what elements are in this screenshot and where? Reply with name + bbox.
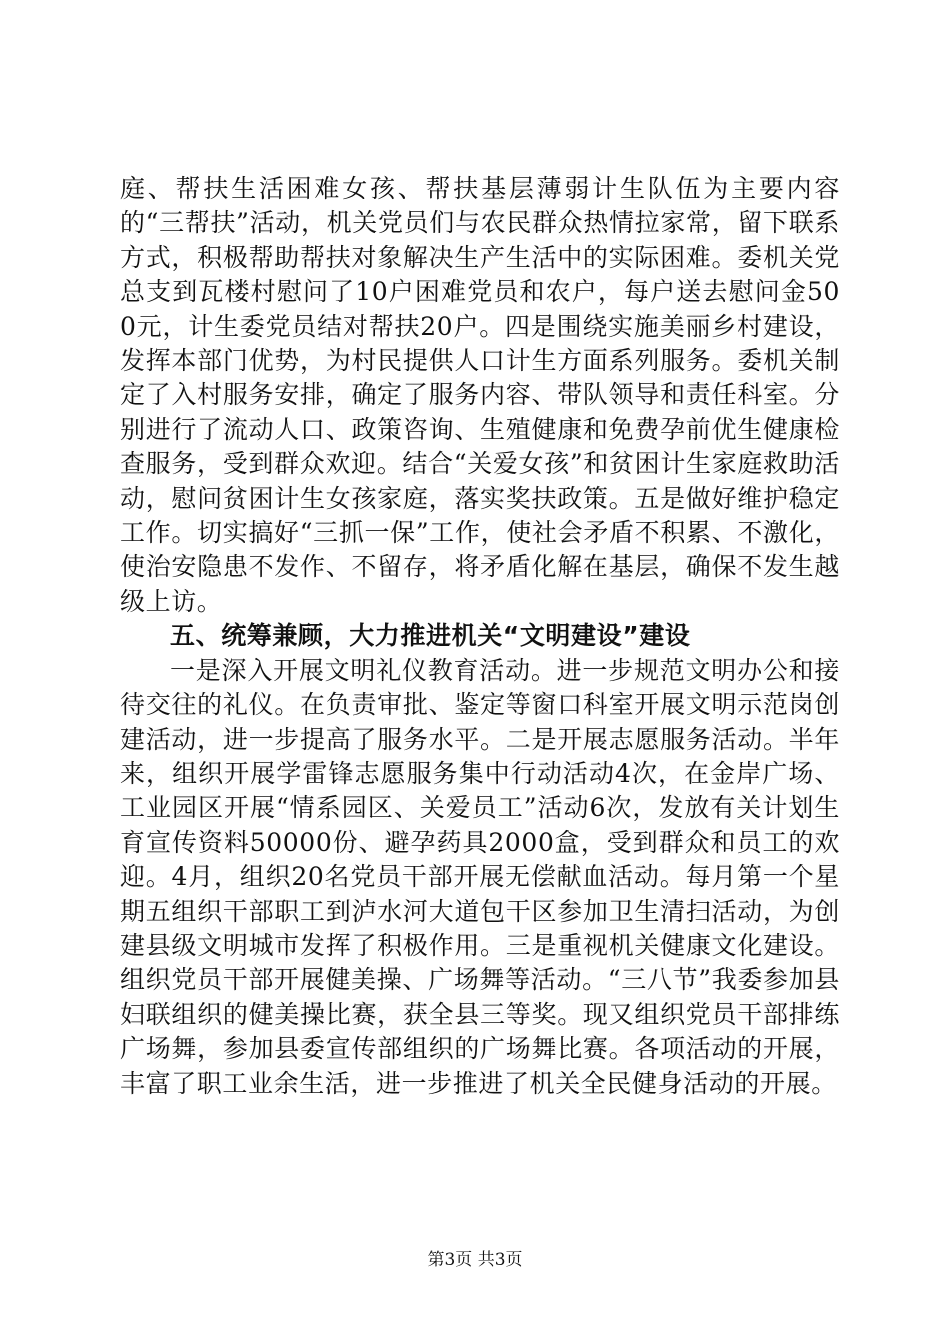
document-body: [120, 172, 840, 1101]
section-heading: 五、统筹兼顾，大力推进机关“文明建设”建设: [170, 621, 691, 651]
continuation-paragraph: 庭、帮扶生活困难女孩、帮扶基层薄弱计生队伍为主要内容的“三帮扶”活动，机关党员们与农民群众热情拉家常，留下联系方式，积极帮助帮扶对象解决生产生活中的实际困难。委机关党总支到瓦楼村慰问了10户困难党员和农户，每户送去慰问金500元，计生委党员结对帮扶20户。四是围绕实施美丽乡村建设，发挥本部门优势，为村民提供人口计生方面系列服务。委机关制定了入村服务安排，确定了服务内容、带队领导和责任科室。分别进行了流动人口、政策咨询、生殖健康和免费孕前优生健康检查服务，受到群众欢迎。结合“关爱女孩”和贫困计生家庭救助活动，慰问贫困计生女孩家庭，落实奖扶政策。五是做好维护稳定工作。切实搞好“三抓一保”工作，使社会矛盾不积累、不激化，使治安隐患不发作、不留存，将矛盾化解在基层，确保不发生越级上访。: [120, 174, 840, 616]
page-number-footer: 第3页 共3页: [427, 1250, 523, 1270]
section-paragraph: 一是深入开展文明礼仪教育活动。进一步规范文明办公和接待交往的礼仪。在负责审批、鉴定等窗口科室开展文明示范岗创建活动，进一步提高了服务水平。二是开展志愿服务活动。半年来，组织开展学雷锋志愿服务集中行动活动4次，在金岸广场、工业园区开展“情系园区、关爱员工”活动6次，发放有关计划生育宣传资料50000份、避孕药具2000盒，受到群众和员工的欢迎。4月，组织20名党员干部开展无偿献血活动。每月第一个星期五组织干部职工到泸水河大道包干区参加卫生清扫活动，为创建县级文明城市发挥了积极作用。三是重视机关健康文化建设。组织党员干部开展健美操、广场舞等活动。“三八节”我委参加县妇联组织的健美操比赛，获全县三等奖。现又组织党员干部排练广场舞，参加县委宣传部组织的广场舞比赛。各项活动的开展，丰富了职工业余生活，进一步推进了机关全民健身活动的开展。: [120, 655, 840, 1098]
